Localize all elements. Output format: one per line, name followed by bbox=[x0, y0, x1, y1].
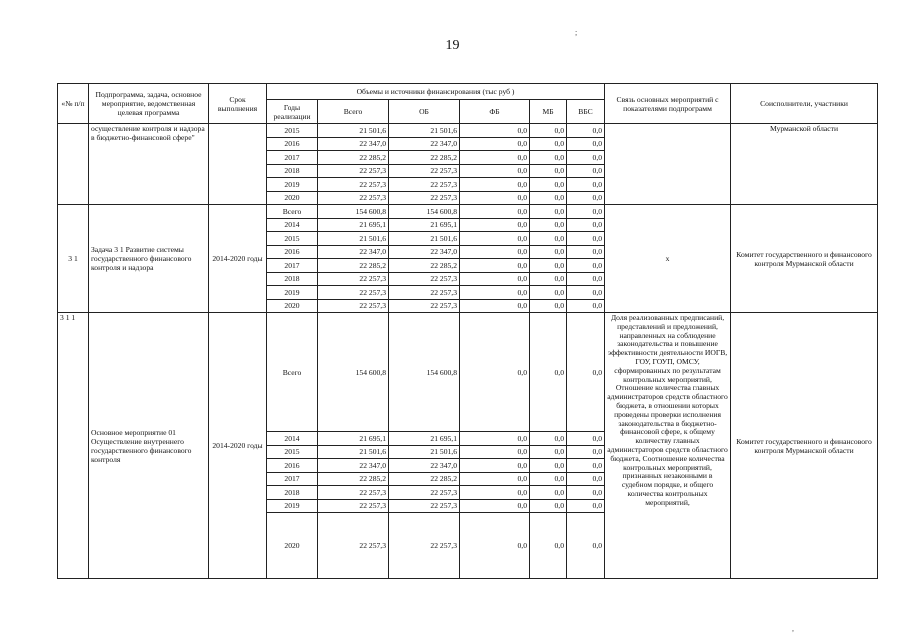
s2-vbs: 0,0 bbox=[567, 245, 605, 259]
s1-year: 2018 bbox=[267, 164, 318, 178]
s1-vbs: 0,0 bbox=[567, 124, 605, 138]
s1-total: 21 501,6 bbox=[318, 124, 389, 138]
section3-num: 3 1 1 bbox=[58, 313, 89, 579]
s3-total: 154 600,8 bbox=[318, 313, 389, 432]
s2-fb: 0,0 bbox=[460, 218, 530, 232]
s2-mb: 0,0 bbox=[530, 218, 567, 232]
s1-vbs: 0,0 bbox=[567, 191, 605, 205]
s3-total: 21 695,1 bbox=[318, 432, 389, 446]
s2-mb: 0,0 bbox=[530, 232, 567, 246]
page-number: 19 bbox=[445, 38, 460, 53]
s3-total: 22 347,0 bbox=[318, 459, 389, 473]
header-link: Связь основных мероприятий с показателями подпрограмм bbox=[605, 84, 731, 124]
s3-ob: 21 695,1 bbox=[389, 432, 460, 446]
s3-fb: 0,0 bbox=[460, 472, 530, 486]
section1-name: осуществление контроля и надзора в бюджетно-финансовой сфере" bbox=[89, 124, 209, 205]
s2-ob: 154 600,8 bbox=[389, 205, 460, 219]
section1-link-cell bbox=[605, 124, 731, 205]
s2-mb: 0,0 bbox=[530, 259, 567, 273]
s3-total: 22 257,3 bbox=[318, 513, 389, 579]
header-finance: Объемы и источники финансирования (тыс руб ) bbox=[267, 84, 605, 100]
s2-ob: 22 257,3 bbox=[389, 299, 460, 313]
s2-year: 2015 bbox=[267, 232, 318, 246]
header-num: «№ п/п bbox=[58, 84, 89, 124]
financing-table bbox=[57, 83, 878, 579]
s1-fb: 0,0 bbox=[460, 164, 530, 178]
scan-mark-top: ; bbox=[575, 28, 578, 37]
s3-mb: 0,0 bbox=[530, 472, 567, 486]
s1-mb: 0,0 bbox=[530, 178, 567, 192]
s3-ob: 22 285,2 bbox=[389, 472, 460, 486]
s1-vbs: 0,0 bbox=[567, 137, 605, 151]
section3-coexec: Комитет государственного и финансового контроля Мурманской области bbox=[731, 313, 878, 579]
s2-vbs: 0,0 bbox=[567, 259, 605, 273]
s1-total: 22 285,2 bbox=[318, 151, 389, 165]
s2-vbs: 0,0 bbox=[567, 232, 605, 246]
s3-year: 2020 bbox=[267, 513, 318, 579]
header-ob: ОБ bbox=[389, 100, 460, 124]
s1-year: 2019 bbox=[267, 178, 318, 192]
s3-mb: 0,0 bbox=[530, 313, 567, 432]
s1-total: 22 347,0 bbox=[318, 137, 389, 151]
s1-mb: 0,0 bbox=[530, 151, 567, 165]
s3-vbs: 0,0 bbox=[567, 472, 605, 486]
s2-vbs: 0,0 bbox=[567, 286, 605, 300]
s2-vbs: 0,0 bbox=[567, 218, 605, 232]
s3-mb: 0,0 bbox=[530, 459, 567, 473]
s2-fb: 0,0 bbox=[460, 272, 530, 286]
s2-total: 22 257,3 bbox=[318, 299, 389, 313]
s2-mb: 0,0 bbox=[530, 286, 567, 300]
s3-fb: 0,0 bbox=[460, 486, 530, 500]
s2-year: 2018 bbox=[267, 272, 318, 286]
s2-fb: 0,0 bbox=[460, 286, 530, 300]
s2-vbs: 0,0 bbox=[567, 205, 605, 219]
s2-fb: 0,0 bbox=[460, 245, 530, 259]
s3-vbs: 0,0 bbox=[567, 313, 605, 432]
s1-ob: 22 257,3 bbox=[389, 191, 460, 205]
s3-fb: 0,0 bbox=[460, 445, 530, 459]
section2-coexec: Комитет государственного и финансового контроля Мурманской области bbox=[731, 205, 878, 313]
s3-ob: 22 347,0 bbox=[389, 459, 460, 473]
s1-total: 22 257,3 bbox=[318, 191, 389, 205]
s3-total: 21 501,6 bbox=[318, 445, 389, 459]
s3-vbs: 0,0 bbox=[567, 459, 605, 473]
s2-total: 154 600,8 bbox=[318, 205, 389, 219]
s2-year: 2014 bbox=[267, 218, 318, 232]
header-vbs: ВБС bbox=[567, 100, 605, 124]
s3-fb: 0,0 bbox=[460, 313, 530, 432]
s2-year: 2017 bbox=[267, 259, 318, 273]
s3-vbs: 0,0 bbox=[567, 432, 605, 446]
s3-ob: 22 257,3 bbox=[389, 486, 460, 500]
s2-vbs: 0,0 bbox=[567, 299, 605, 313]
section2-num: 3 1 bbox=[58, 205, 89, 313]
s2-year: 2020 bbox=[267, 299, 318, 313]
s2-fb: 0,0 bbox=[460, 299, 530, 313]
header-mb: МБ bbox=[530, 100, 567, 124]
s1-mb: 0,0 bbox=[530, 164, 567, 178]
s1-year: 2017 bbox=[267, 151, 318, 165]
s1-mb: 0,0 bbox=[530, 124, 567, 138]
s3-fb: 0,0 bbox=[460, 499, 530, 513]
section3-name: Основное мероприятие 01 Осуществление внутреннего государственного финансового контроля bbox=[89, 313, 209, 579]
s3-vbs: 0,0 bbox=[567, 499, 605, 513]
s1-mb: 0,0 bbox=[530, 191, 567, 205]
s1-fb: 0,0 bbox=[460, 191, 530, 205]
s2-total: 22 257,3 bbox=[318, 272, 389, 286]
s1-fb: 0,0 bbox=[460, 137, 530, 151]
s3-fb: 0,0 bbox=[460, 513, 530, 579]
s2-total: 21 501,6 bbox=[318, 232, 389, 246]
header-years: Годы реализации bbox=[267, 100, 318, 124]
s2-ob: 22 257,3 bbox=[389, 272, 460, 286]
section2-term: 2014-2020 годы bbox=[209, 205, 267, 313]
s2-vbs: 0,0 bbox=[567, 272, 605, 286]
s1-ob: 22 257,3 bbox=[389, 164, 460, 178]
section3-term: 2014-2020 годы bbox=[209, 313, 267, 579]
scan-mark-bottom: , bbox=[792, 624, 794, 633]
s1-ob: 22 285,2 bbox=[389, 151, 460, 165]
s2-fb: 0,0 bbox=[460, 259, 530, 273]
s2-fb: 0,0 bbox=[460, 205, 530, 219]
s2-year: Всего bbox=[267, 205, 318, 219]
s1-year: 2015 bbox=[267, 124, 318, 138]
s2-ob: 21 695,1 bbox=[389, 218, 460, 232]
header-name: Подпрограмма, задача, основное мероприятие, ведомственная целевая программа bbox=[89, 84, 209, 124]
s2-fb: 0,0 bbox=[460, 232, 530, 246]
s3-ob: 22 257,3 bbox=[389, 499, 460, 513]
s3-mb: 0,0 bbox=[530, 432, 567, 446]
s3-ob: 21 501,6 bbox=[389, 445, 460, 459]
s3-total: 22 257,3 bbox=[318, 486, 389, 500]
s3-total: 22 257,3 bbox=[318, 499, 389, 513]
s2-mb: 0,0 bbox=[530, 245, 567, 259]
s1-ob: 22 257,3 bbox=[389, 178, 460, 192]
s1-ob: 21 501,6 bbox=[389, 124, 460, 138]
s2-total: 21 695,1 bbox=[318, 218, 389, 232]
s3-year: 2015 bbox=[267, 445, 318, 459]
s3-year: 2017 bbox=[267, 472, 318, 486]
s1-total: 22 257,3 bbox=[318, 178, 389, 192]
section2-name: Задача 3 1 Развитие системы государственного финансового контроля и надзора bbox=[89, 205, 209, 313]
s1-year: 2016 bbox=[267, 137, 318, 151]
header-total: Всего bbox=[318, 100, 389, 124]
s2-total: 22 285,2 bbox=[318, 259, 389, 273]
s3-year: 2019 bbox=[267, 499, 318, 513]
s3-mb: 0,0 bbox=[530, 486, 567, 500]
s1-vbs: 0,0 bbox=[567, 164, 605, 178]
s1-fb: 0,0 bbox=[460, 151, 530, 165]
header-coexec: Соисполнители, участники bbox=[731, 84, 878, 124]
s3-vbs: 0,0 bbox=[567, 445, 605, 459]
s2-ob: 21 501,6 bbox=[389, 232, 460, 246]
s2-ob: 22 257,3 bbox=[389, 286, 460, 300]
s1-mb: 0,0 bbox=[530, 137, 567, 151]
s3-year: Всего bbox=[267, 313, 318, 432]
s2-year: 2019 bbox=[267, 286, 318, 300]
section1-num-cell bbox=[58, 124, 89, 205]
s3-fb: 0,0 bbox=[460, 459, 530, 473]
section1-term-cell bbox=[209, 124, 267, 205]
s2-mb: 0,0 bbox=[530, 272, 567, 286]
header-fb: ФБ bbox=[460, 100, 530, 124]
s2-mb: 0,0 bbox=[530, 299, 567, 313]
s2-year: 2016 bbox=[267, 245, 318, 259]
s2-total: 22 347,0 bbox=[318, 245, 389, 259]
s3-vbs: 0,0 bbox=[567, 513, 605, 579]
s1-fb: 0,0 bbox=[460, 178, 530, 192]
s3-mb: 0,0 bbox=[530, 513, 567, 579]
s2-ob: 22 347,0 bbox=[389, 245, 460, 259]
s3-ob: 154 600,8 bbox=[389, 313, 460, 432]
section1-coexec: Мурманской области bbox=[731, 124, 878, 205]
s3-mb: 0,0 bbox=[530, 445, 567, 459]
s1-vbs: 0,0 bbox=[567, 178, 605, 192]
section2-link: х bbox=[605, 205, 731, 313]
s3-year: 2014 bbox=[267, 432, 318, 446]
s1-year: 2020 bbox=[267, 191, 318, 205]
section3-link: Доля реализованных предписаний, представлений и предложений, направленных на соблюдение законодательства и повышение эффективности деятельности ИОГВ, ГОУ, ГОУП, ОМСУ, сформированных по результатам контрольных мероприятий, Отношение количества главных администраторов средств областного бюджета, в отношении которых проведены проверки исполнения законодательства в бюджетно-финансовой сфере, к общему количеству главных администраторов средств областного бюджета, Соотношение количества контрольных мероприятий, признанных незаконными в судебном порядке, и общего количества контрольных мероприятий, bbox=[605, 313, 731, 579]
s1-total: 22 257,3 bbox=[318, 164, 389, 178]
s1-fb: 0,0 bbox=[460, 124, 530, 138]
s2-mb: 0,0 bbox=[530, 205, 567, 219]
s3-year: 2018 bbox=[267, 486, 318, 500]
header-term: Срок выполнения bbox=[209, 84, 267, 124]
s3-ob: 22 257,3 bbox=[389, 513, 460, 579]
s3-total: 22 285,2 bbox=[318, 472, 389, 486]
s3-fb: 0,0 bbox=[460, 432, 530, 446]
s1-ob: 22 347,0 bbox=[389, 137, 460, 151]
s3-vbs: 0,0 bbox=[567, 486, 605, 500]
s3-year: 2016 bbox=[267, 459, 318, 473]
s3-mb: 0,0 bbox=[530, 499, 567, 513]
s2-total: 22 257,3 bbox=[318, 286, 389, 300]
s1-vbs: 0,0 bbox=[567, 151, 605, 165]
s2-ob: 22 285,2 bbox=[389, 259, 460, 273]
